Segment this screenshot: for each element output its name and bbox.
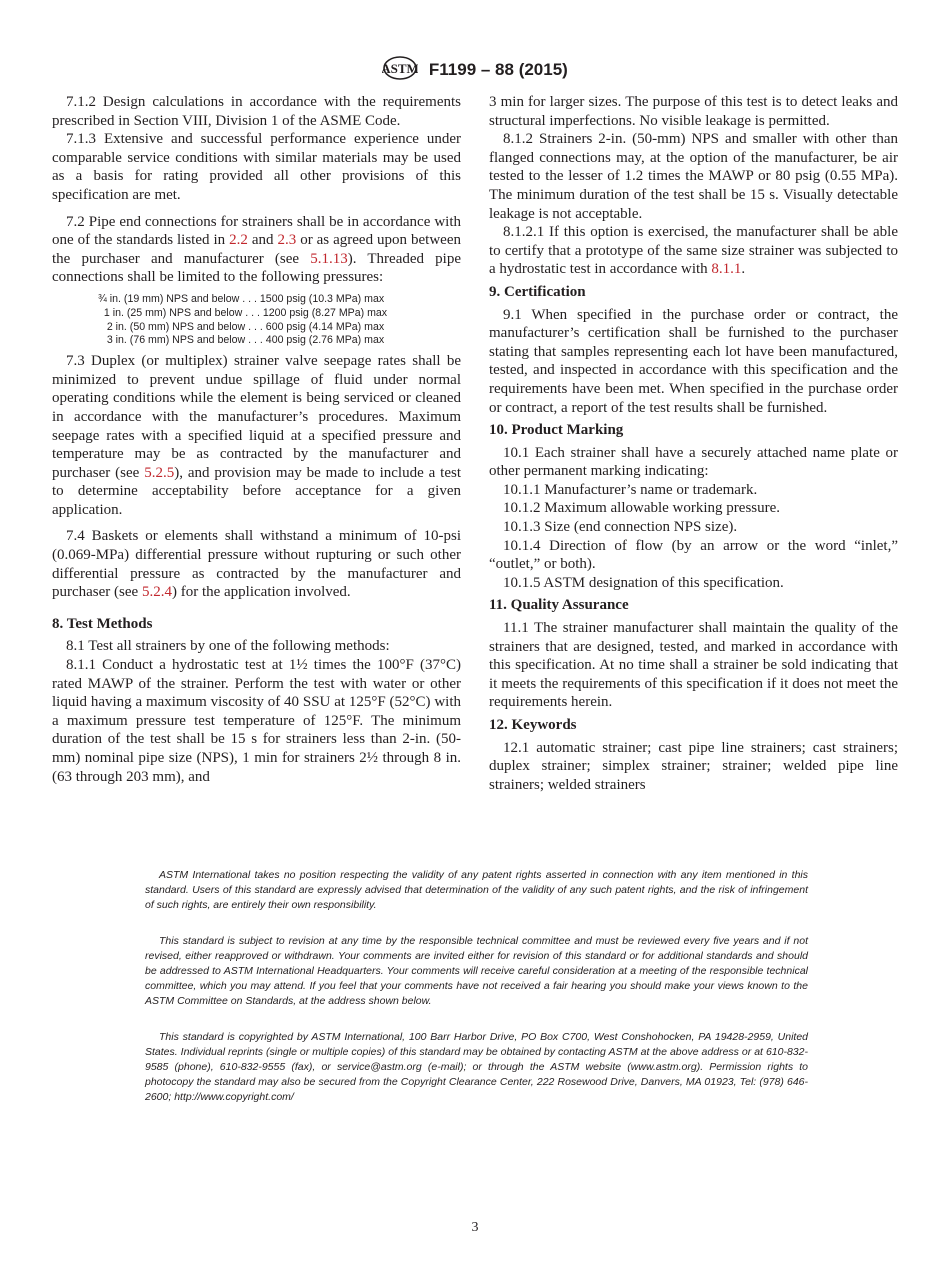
text-segment: or as agreed upon between the purchaser and manufacturer (see <box>52 232 461 267</box>
text-segment: 12. Keywords <box>489 717 577 733</box>
section-link[interactable]: 5.1.13 <box>310 250 348 267</box>
text-segment: 10.1.5 ASTM designation of this specification. <box>503 574 784 591</box>
text-segment: 11. Quality Assurance <box>489 597 629 614</box>
document-designation: F1199 – 88 (2015) <box>428 59 568 79</box>
svg-text:ASTM: ASTM <box>382 61 419 76</box>
section-link[interactable]: 8.1.1 <box>711 261 742 278</box>
paragraph <box>489 444 898 481</box>
paragraph <box>52 130 461 204</box>
patent-note: ASTM International takes no position respecting the validity of any patent rights asserted in connection with any item mentioned in this standard. Users of this standard are expressly advised that determination of the validity of any such patent rights, and the risk of infringement of such rights, are entirely their own responsibility. <box>145 869 808 911</box>
text-segment: 10.1.1 Manufacturer’s name or trademark. <box>503 481 758 498</box>
paragraph <box>52 352 461 519</box>
text-segment: ). Threaded pipe connections shall be limited to the following pressures: <box>52 250 461 286</box>
text-segment: 7.4 Baskets or elements shall withstand a minimum of 10-psi (0.069-MPa) differential pressure without rupturing or such other differential pressure as contracted by the manufacturer and purchaser (see <box>52 528 461 601</box>
text-segment: ) for the application involved. <box>171 584 351 601</box>
text-segment: 7.1.2 Design calculations in accordance with the requirements prescribed in Section VIII, Division 1 of the ASME Code. <box>52 94 461 129</box>
pressure-table-row: 2 in. (50 mm) NPS and below . . . 600 psig (4.14 MPa) max <box>98 320 385 333</box>
paragraph <box>489 574 898 593</box>
paragraph <box>489 739 898 795</box>
text-segment: 10.1.2 Maximum allowable working pressure. <box>503 500 781 517</box>
text-segment: 10. Product Marking <box>489 422 624 439</box>
revision-note: This standard is subject to revision at any time by the responsible technical committee and must be reviewed every five years and if not revised, either reapproved or withdrawn. Your comments are invited either for revision of this standard or for additional standards and should be addressed to ASTM International Headquarters. Your comments will receive careful consideration at a meeting of the responsible technical committee, which you may attend. If you feel that your comments have not received a fair hearing you should make your views known to the ASTM Committee on Standards, at the address shown below. <box>145 935 808 1007</box>
pressure-table <box>52 293 461 348</box>
section-link[interactable]: 5.2.5 <box>144 464 175 481</box>
text-segment: 9. Certification <box>489 283 586 300</box>
text-segment: 8.1 Test all strainers by one of the following methods: <box>66 638 390 655</box>
paragraph <box>52 656 461 786</box>
section-heading <box>489 596 898 615</box>
paragraph <box>489 130 898 223</box>
text-segment: and <box>247 232 278 249</box>
paragraph <box>489 518 898 537</box>
right-column <box>489 93 898 794</box>
page-number: 3 <box>471 1220 479 1235</box>
section-heading <box>489 283 898 302</box>
left-column <box>52 93 461 786</box>
section-heading <box>489 716 898 735</box>
paragraph <box>489 619 898 712</box>
text-segment: . <box>741 261 746 278</box>
astm-logo-icon <box>382 55 418 86</box>
paragraph <box>52 527 461 601</box>
section-link[interactable]: 2.2 <box>229 232 248 249</box>
pressure-table-row: 3 in. (76 mm) NPS and below . . . 400 psig (2.76 MPa) max <box>98 334 385 347</box>
section-heading <box>52 615 461 634</box>
text-segment: 8. Test Methods <box>52 615 153 632</box>
text-segment: 8.1.2.1 If this option is exercised, the manufacturer shall be able to certify that a prototype of the same size strainer was subjected to a hydrostatic test in accordance with <box>489 224 898 278</box>
text-segment: 9.1 When specified in the purchase order or contract, the manufacturer’s certification shall be furnished to the purchaser stating that samples representing each lot have been manufactured, tested, and inspected in accordance with this specification and the requirements have been met. When specified in the purchase order or contract, a report of the test results shall be furnished. <box>489 306 898 416</box>
section-link[interactable]: 5.2.4 <box>141 584 172 601</box>
paragraph <box>52 637 461 656</box>
paragraph <box>52 213 461 287</box>
paragraph <box>489 499 898 518</box>
section-link[interactable]: 2.3 <box>277 232 297 249</box>
text-segment: 10.1.3 Size (end connection NPS size). <box>503 519 738 536</box>
text-segment: 7.1.3 Extensive and successful performance experience under comparable service conditions with similar materials may be used as a basis for rating provided all other provisions of this specification are met. <box>52 131 461 203</box>
paragraph <box>52 93 461 130</box>
text-segment: ), and provision may be made to include a test to determine acceptability before acceptance for a given application. <box>52 464 461 518</box>
pressure-table-row: 1 in. (25 mm) NPS and below . . . 1200 psig (8.27 MPa) max <box>98 306 388 319</box>
text-segment: 10.1 Each strainer shall have a securely attached name plate or other permanent marking indicating: <box>489 444 898 480</box>
page-header <box>0 55 950 86</box>
text-segment: 8.1.1 Conduct a hydrostatic test at 1½ times the 100°F (37°C) rated MAWP of the strainer. Perform the test with water or other liquid having a maximum viscosity of 40 SSU at 125°F (52°C) with a maximum pressure test temperature of 125°F. The minimum duration of the test shall be 15 s for strainers less than 2-in. (50-mm) nominal pipe size (NPS), 1 min for strainers 2½ through 8 in. (63 through 203 mm), and <box>52 657 461 785</box>
copyright-note: This standard is copyrighted by ASTM International, 100 Barr Harbor Drive, PO Box C700, West Conshohocken, PA 19428-2959, United States. Individual reprints (single or multiple copies) of this standard may be obtained by contacting ASTM at the above address or at 610-832-9585 (phone), 610-832-9555 (fax), or service@astm.org (e-mail); or through the ASTM website (www.astm.org). Permission rights to photocopy the standard may also be secured from the Copyright Clearance Center, 222 Rosewood Drive, Danvers, MA 01923, Tel: (978) 646-2600; http://www.copyright.com/ <box>145 1031 808 1103</box>
text-segment: 8.1.2 Strainers 2-in. (50-mm) NPS and smaller with other than flanged connections may, at the option of the manufacturer, be air tested to the lesser of 1.2 times the MAWP or 80 psig (0.55 MPa). The minimum duration of the test shall be 15 s. Visually detectable leakage is not acceptable. <box>489 131 898 222</box>
paragraph <box>489 306 898 418</box>
text-segment: 7.3 Duplex (or multiplex) strainer valve seepage rates shall be minimized to prevent undue spillage of fluid under normal operating conditions while the element is being serviced or cleaned in accordance with the manufacturer’s procedures. Maximum seepage rates with a specified liquid at a specified pressure and temperature may be as contracted by the manufacturer and purchaser (see <box>52 353 461 481</box>
paragraph <box>489 537 898 574</box>
text-segment: 12.1 automatic strainer; cast pipe line strainers; cast strainers; duplex strainer; simplex strainer; strainer; welded pipe line strainers; welded strainers <box>489 739 898 793</box>
section-heading <box>489 421 898 440</box>
paragraph <box>489 481 898 500</box>
text-segment: 3 min for larger sizes. The purpose of this test is to detect leaks and structural imperfections. No visible leakage is permitted. <box>489 94 898 129</box>
paragraph <box>489 93 898 130</box>
text-segment: 7.2 Pipe end connections for strainers shall be in accordance with one of the standards listed in <box>52 213 461 249</box>
text-segment: 11.1 The strainer manufacturer shall maintain the quality of the strainers that are designed, tested, and marked in accordance with this specification. At no time shall a strainer be sold indicating that it meets the requirements of this specification if it does not meet the requirements herein. <box>489 620 898 711</box>
paragraph <box>489 223 898 279</box>
text-segment: 10.1.4 Direction of flow (by an arrow or the word “inlet,” “outlet,” or both). <box>489 537 898 573</box>
pressure-table-row: ¾ in. (19 mm) NPS and below . . . 1500 psig (10.3 MPa) max <box>98 292 385 305</box>
footer-notes <box>145 868 808 1126</box>
